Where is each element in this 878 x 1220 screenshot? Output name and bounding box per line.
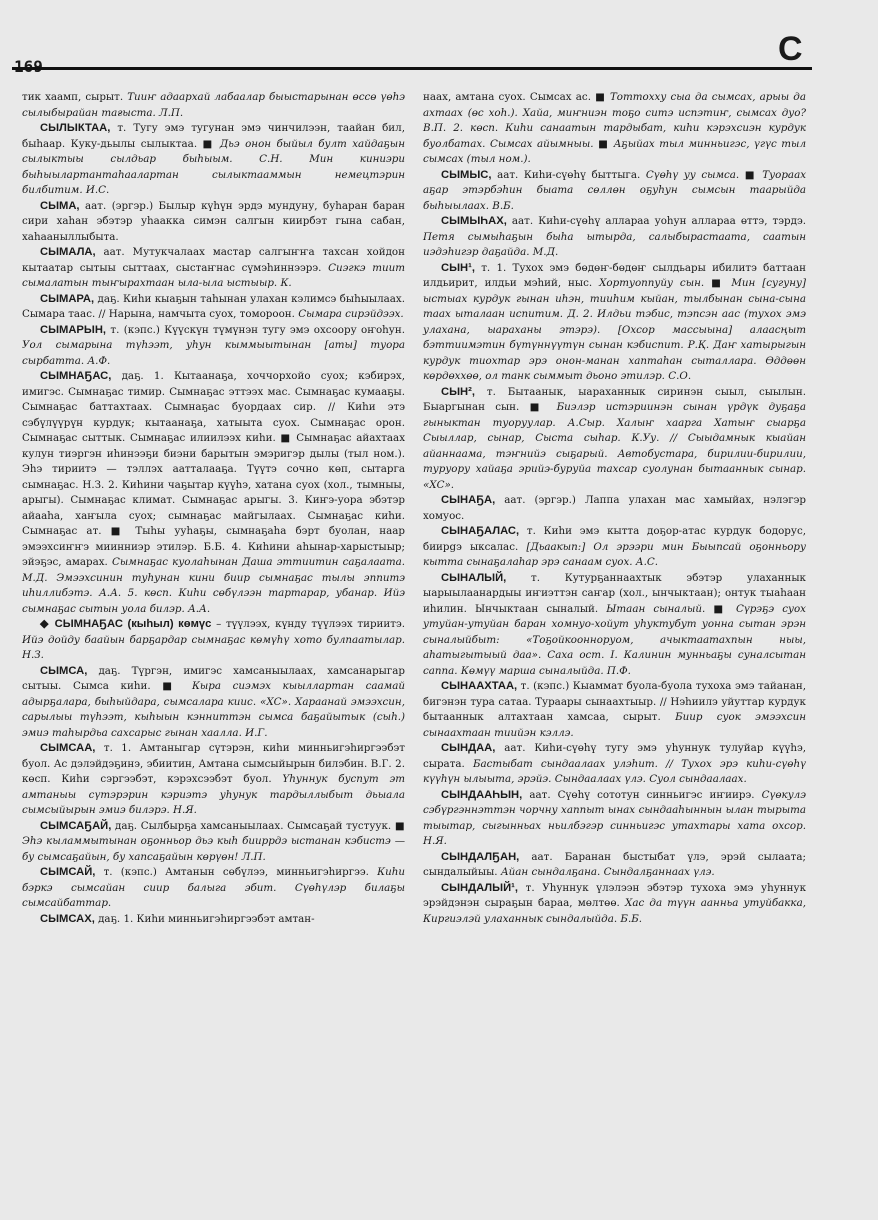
dictionary-entry [22, 292, 405, 323]
entry-definition: т. 1. Тухох эмэ бөдөҥ-бөдөҥ сылдьары ибилитэ баттаан илдьирит, илдьи мэһий, ныс. [423, 261, 806, 289]
entry-headword: СЫНААХТАА, [441, 680, 518, 692]
entry-headword: СЫМСАЙ, [40, 866, 96, 878]
entry-headword: СЫМСАХ, [40, 912, 95, 925]
dictionary-entry [423, 679, 806, 741]
entry-example: Эһэ кыламмытынан оҕонньор дьэ кыһ бииррдэ ыстанан кэбистэ — бу сымсаҕайын, бу хапсаҕайын көрүөн! Л.П. [22, 835, 405, 863]
entry-example: Тииҥ адаархай лабаалар быыстарынан өссө үөһэ сылыбырайан тағыста. Л.П. [22, 91, 405, 119]
entry-example: Хас да түүн аанньа утуйбакка, Киргиэлэй улаханнык сындалыйда. Б.Б. [423, 897, 806, 925]
dictionary-entry [22, 819, 405, 866]
dictionary-entry [423, 524, 806, 571]
entry-example: Хортуоппуйу сын. ■ Мин [сугуну] ыстыах курдук гынан иһэн, тииһим кыйан, тылбынан сына-сына таах ыталаан испитим. Д. 2. Илдьи тэбис, тэпсэн аас (тухох эмэ улахана, ыараханы этэрэ). [Охсор массыына] алаасңыт бэттиимэтин бүтүннүүтүн сынан кэбиспит. Р.Қ. Даҥ хатырыгын курдук тиохтар эрэ онон-манан хаптаһан сыталлара. Өддөөн көрдөххөө, ол танк сыммыт дьоно этилэр. С.О. [423, 277, 806, 382]
entry-definition: т. (кэпс.) Күүскүн түмүнэн тугу эмэ охсоору оҥоһун. [110, 323, 405, 336]
dictionary-entry [423, 90, 806, 168]
entry-headword: СЫНДААҺЫН, [441, 788, 523, 801]
entry-example: Киһи бэркэ сымсайан сиир балыга эбит. Сүөһүлэр билаҕы сымсайбаттар. [22, 866, 405, 909]
entry-definition: аат. (эргэр.) Лаппа улахан мас хамыйах, нэлэгэр хомуос. [423, 494, 806, 522]
entry-headword: СЫНАҔАЛАС, [441, 525, 520, 537]
dictionary-entry [22, 912, 405, 928]
entry-definition: аат. Киһи-сүөһү быттыга. [497, 168, 641, 181]
dictionary-entry [22, 664, 405, 742]
entry-headword: СЫНАҔА, [441, 494, 496, 506]
dictionary-entry [22, 199, 405, 246]
entry-headword: СЫНДАЛЫЙ¹, [441, 881, 518, 894]
section-letter: С [778, 30, 803, 68]
entry-definition: аат. Мутукчалаах мастар салгыҥҥа тахсан хойдон кытаатар сытыы сыттаах, сыстаҥнас сүмэһиннээрэ. [22, 246, 405, 274]
dictionary-entry [423, 214, 806, 261]
entry-definition: даҕ. 1. Кытаанаҕа, хоччорхойо суох; кэбирэх, имигэс. Сымнаҕас тимир. Сымнаҕас эттээх мас. Сымнаҕас кумааҕы. Сымнаҕас баттахтаах. Сымнаҕас буордаах сир. // Киһи этэ сэбүлүүрүн курдук; кытаанаҕа, хатыыта суох. Сымнаҕас орон. Сымнаҕас сыттык. Сымнаҕас илиилээх киһи. ■ Сымнаҕас айахтаах кулун тиэргэн иһинээҕи биэни барытын эмэригэр дылы (тыл ном.). Эһэ тириитэ — тэллэх аатталааҕа. Түүтэ сочно көп, сытарга сымнаҕас. Н.З. 2. Киһини чаҕытар күүһэ, хатана суох (хол., тымныы, арыгы). Сымнаҕас климат. Сымнаҕас арыгы. 3. Киҥэ-уора эбэтэр айааһа, хаҥыла суох; сымнаҕас майгылаах. Сымнаҕас киһи. Сымнаҕас ат. ■ Тыһы ууһаҕы, сымнаҕаһа бэрт буолан, наар эмээхсиҥҥэ миинниэр этилэр. Б.Б. 4. Киһини аһынар-харыстыыр; эйэҕэс, амарах. [22, 370, 405, 568]
dictionary-entry [423, 168, 806, 215]
left-column [22, 90, 405, 927]
entry-example: Биир суок эмээхсин сынаахтаан тиийэн кэллэ. [423, 711, 806, 739]
entry-example: Сүөкулэ сэбүргэннэттэн чорчну хаппыт ынах сындааһыннын ылан тырыта тыытар, сыгынньах ньилбэгэр синньигэс утахтары хата охсор. Н.Я. [423, 788, 806, 847]
header-rule [12, 67, 812, 70]
dictionary-entry [423, 261, 806, 385]
entry-example: Сымнаҕас куолаһынан Даша эттиитин саҕалаата. М.Д. Эмээхсинин туһунан кини биир сымнаҕас тылы эппитэ иһиллибэтэ. А.А. 5. көсп. Киһи сөбүлээн тартарар, убанар. Ийэ сымнаҕас сытын уола билэр. А.А. [22, 556, 406, 615]
entry-definition: аат. Баранан быстыбат үлэ, эрэй сылаата; сындалыйыы. [423, 850, 806, 878]
entry-headword: СЫМАРА, [40, 292, 95, 305]
entry-definition: даҕ. 1. Киһи минньигэһиргээбэт амтан- [98, 912, 315, 925]
entry-headword: СЫМСАА, [40, 742, 96, 754]
entry-headword: СЫМЫҺАХ, [441, 215, 507, 227]
entry-definition: тик хаамп, сырыт. [22, 91, 124, 103]
entry-definition: аат. (эргэр.) Былыр күһүн эрдэ мундуну, буһаран баран сири хаһан эбэтэр уһаакка симэн салгын киирбэт гына сабан, хаһааныллыбыта. [22, 199, 405, 243]
entry-example: Петя сымыһаҕын быһа ытырда, салыбырастаата, саатын иэдэһигэр даҕайда. М.Д. [423, 230, 806, 258]
entry-headword: СЫНДАЛҔАН, [441, 850, 520, 863]
entry-definition: – түүлээх, күнду түүлээх тириитэ. [216, 618, 405, 630]
dictionary-entry [22, 121, 405, 199]
entry-example: Уол сымарына түһээт, уһун кыммыытынан [аты] туора сырбатта. А.Ф. [22, 339, 405, 367]
entry-definition: т. (кэпс.) Амтанын сөбүлээ, минньигэһиргээ. [103, 866, 369, 878]
entry-example: Бастыбат сындаалаах улэһит. // Тухох эрэ киһи-сүөһү күүһүн ылыыта, эрэйэ. Сындаалаах үлэ. Суол сындаалаах. [423, 757, 806, 785]
page-number: 169 [14, 57, 43, 76]
dictionary-entry [22, 369, 405, 617]
entry-headword: СЫН¹, [441, 261, 475, 274]
entry-definition: т. 1. Амтаныгар сүтэрэн, киһи минньигэһиргээбэт буол. Ас дэлэйдэҕинэ, эбиитин, Амтана сымсыйырын билэбин. В.Г. 2. көсп. Киһи сэргээбэт, кэрэхсээбэт буол. [22, 742, 405, 785]
right-column [423, 90, 806, 927]
dictionary-entry [423, 571, 806, 680]
entry-example: Тоттохху сыа да сымсах, арыы да ахтаах (өс хоһ.). Хайа, миҥниэн тоҕо ситэ испэтиҥ, сымсах дуо? В.П. 2. көсп. Киһи санаатын тардыбат, киһи кэрэхсиэн курдук буолбатах. Сымсах айымныы. ■ Аҕыйах тыл минньигэс, үгүс тыл сымсах (тыл ном.). [423, 91, 806, 165]
dictionary-entry [423, 385, 806, 494]
entry-example: [Дьаакып:] Ол эрээри мин Быыпсай оҕонньору кытта сынаҕалаһар эрэ санаам суох. А.С. [423, 540, 806, 568]
entry-headword: СЫМА, [40, 199, 80, 212]
dictionary-entry [22, 90, 405, 121]
entry-headword: СЫМЫС, [441, 168, 492, 181]
entry-example: Кыра сиэмэх кыыллартан саамай адырҕалара, быһыйдара, сымсалара киис. «ХС». Хараанай эмээхсин, сарылыы түһээт, кыһыын кэнниттэн сымса баҕайытык (сыһ.) эмиэ таһырдьа сахсарыс гынан хаалла. И.Г. [22, 680, 405, 739]
dictionary-entry [423, 850, 806, 881]
entry-definition: аат. Киһи-сүөһү аллараа уоһун аллараа өттэ, тэрдэ. [511, 215, 806, 227]
entry-definition: наах, амтана суох. Сымсах ас. ■ [423, 91, 606, 103]
dictionary-entry [22, 323, 405, 370]
entry-definition: т. Уһуннук үлэлээн эбэтэр тухоха эмэ уһуннук эрэйдэнэн сыраҕын бараа, мөлтөө. [423, 881, 807, 909]
entry-definition: т. Тугу эмэ тугунан эмэ чинчилээн, таайан бил, быһаар. Кукy-дьылы сылыктаа. ■ [22, 122, 405, 150]
dictionary-entry [423, 493, 806, 524]
entry-headword: ◆ СЫМНАҔАС (кыһыл) көмүс [40, 618, 212, 630]
entry-headword: СЫМАЛА, [40, 246, 96, 258]
entry-example: Биэлэр истэриинэн сынан үрдүк дуҕаҕа гыныктан туоруулар. А.Сыр. Халыҥ хаарга Хатыҥ сыарҕа Сыыллар, сынар, Сыста сыһар. К.Уу. // Сыыдамнык кыайан айаннаама, тэҥнийэ сыҕарый. Автобустара, бирилии-бирилии, туруору хайаҕа эрийэ-буруйа тахсар суолунан бытааннык сынар. «ХС». [423, 401, 806, 491]
entry-example: Ытаан сыналый. ■ Сүрэҕэ суох утуйан-утуйан баран хомнуо-хойут уһуктубут уонна сытан эрэн сыналыйбыт: «Тоҕойкоонноруом, ачыктаатахпын ныы, аһатыгытыый даа». Саха ост. I. Калинин мунньаҕы суналсытан саппа. Көмүү марша сыналыйда. П.Ф. [423, 602, 806, 677]
entry-definition: т. (кэпс.) Кыаммат буола-буола тухоха эмэ тайанан, бигэнэн тура сатаа. Тураары сынаахтыыр. // Нэһиилэ уйуттар курдук бытааннык алтахтаан хамсаа, сырыт. [423, 680, 806, 723]
dictionary-entry [22, 741, 405, 819]
entry-definition: аат. Сүөһү сототун синньигэс иҥиирэ. [529, 788, 755, 801]
entry-example: Үһуннук буспут эт амтаныы сүтэрэрин кэриэтэ уһунук тардыллыбыт дьыала сымсыйырын эмиэ билэрэ. Н.Я. [22, 773, 405, 816]
entry-definition: даҕ. Сылбырҕа хамсаныылаах. Сымсаҕай тустуук. ■ [115, 819, 405, 832]
entry-headword: СЫЛЫКТАА, [40, 122, 111, 134]
entry-example: Сүөһү уу сымса. ■ Туораах аҕар этэрбэһин быата сөллөн оҕуһун сымсын таарыйда быһыылаах. В.Б. [423, 168, 807, 212]
entry-headword: СЫН², [441, 385, 475, 398]
entry-example: Дьэ онон быйыл булт хайдаҕын сылыктыы сылдьар быһыым. С.Н. Мин киниэри быһыылартантаһаалартан сылыктааммын немецтэрин билбитим. И.С. [22, 137, 405, 196]
entry-definition: аат. Киһи-сүөһү тугу эмэ уһуннук тулуйар күүһэ, сырата. [423, 742, 806, 770]
entry-definition: т. Кутурҕаннаахтык эбэтэр улаханнык ыарыылаанардыы иҥиэттэн саҥар (хол., ынчыктаан); онтук тыаһаан иһилин. Ынчыктаан сыналый. [423, 571, 806, 615]
entry-definition: даҕ. Киһи кыаҕын таһынан улахан кэлимсэ быһыылаах. Сымара таас. // Нарына, намчыта суох, томороон. [22, 292, 405, 320]
entry-definition: т. Бытаанык, ыараханнык сиринэн сыыл, сыылын. Быаргынан сын. ■ [423, 385, 806, 413]
entry-definition: т. Киһи эмэ кытта доҕор-атас курдук бодорус, биирgэ ыксалас. [423, 525, 806, 553]
entry-headword: СЫМАРЫН, [40, 323, 107, 336]
entry-headword: СЫМНАҔАС, [40, 370, 112, 382]
dictionary-entry [423, 788, 806, 850]
entry-headword: СЫМСА, [40, 664, 88, 677]
dictionary-entry [22, 617, 405, 664]
entry-example: Сымара сирэйдээх. [298, 308, 404, 320]
dictionary-entry [22, 865, 405, 912]
dictionary-entry [423, 741, 806, 788]
entry-headword: СЫМСАҔАЙ, [40, 819, 112, 832]
entry-example: Сиэгкэ тиит сымалатын тыҥырахтаан ыла-ыла ыстыыр. К. [22, 261, 405, 289]
dictionary-entry [423, 881, 806, 928]
dictionary-entry [22, 245, 405, 292]
entry-definition: даҕ. Түргэн, имигэс хамсаныылаах, хамсанарыгар сытыы. Сымса киһи. ■ [22, 664, 405, 692]
entry-example: Айан сындалҕана. Сындалҕаннаах үлэ. [500, 866, 715, 878]
entry-headword: СЫНАЛЫЙ, [441, 571, 507, 584]
entry-headword: СЫНДАА, [441, 742, 496, 754]
entry-example: Ийэ дойду баайын барҕардар сымнаҕас көмүһү хото булпаатылар. Н.З. [22, 633, 405, 661]
